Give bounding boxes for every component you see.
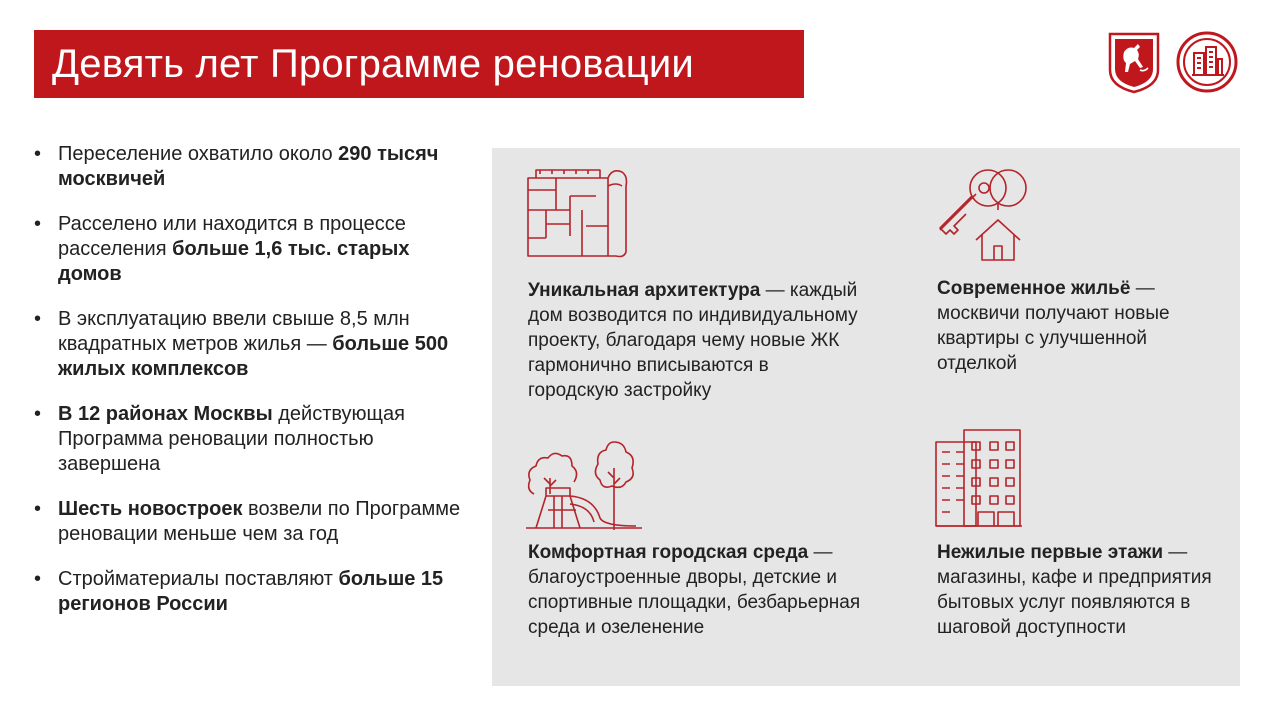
keys-house-icon [932,166,1028,262]
buildings-icon [934,428,1024,528]
logos [1106,30,1238,94]
moscow-coat-of-arms-icon [1106,30,1162,94]
feature-nonresidential-floors: Нежилые первые этажи — магазины, кафе и предприятия бытовых услуг появляются в шаговой доступности [937,542,1212,638]
playground-icon [524,438,644,530]
list-item: • В 12 районах Москвы действующая Программа реновации полностью завершена [34,402,474,477]
page-title-bar [34,30,804,98]
list-item: • Шесть новостроек возвели по Программе реновации меньше чем за год [34,497,474,547]
list-item: • Расселено или находится в процессе расселения больше 1,6 тыс. старых домов [34,212,474,287]
page-title: Девять лет Программе реновации [52,41,694,86]
list-item: • В эксплуатацию ввели свыше 8,5 млн квадратных метров жилья — больше 500 жилых комплексов [34,307,474,382]
facts-list [34,142,474,637]
renovation-program-logo-icon [1176,31,1238,93]
blueprint-icon [526,166,630,258]
feature-architecture: Уникальная архитектура — каждый дом возводится по индивидуальному проекту, благодаря чему новые ЖК гармонично вписываются в городскую застройку [528,280,858,401]
feature-urban-environment: Комфортная городская среда — благоустроенные дворы, детские и спортивные площадки, безбарьерная среда и озеленение [528,542,861,638]
features-panel [492,148,1240,686]
list-item: • Стройматериалы поставляют больше 15 регионов России [34,567,474,617]
list-item: • Переселение охватило около 290 тысяч москвичей [34,142,474,192]
feature-modern-housing: Современное жильё — москвичи получают новые квартиры с улучшенной отделкой [937,278,1170,374]
